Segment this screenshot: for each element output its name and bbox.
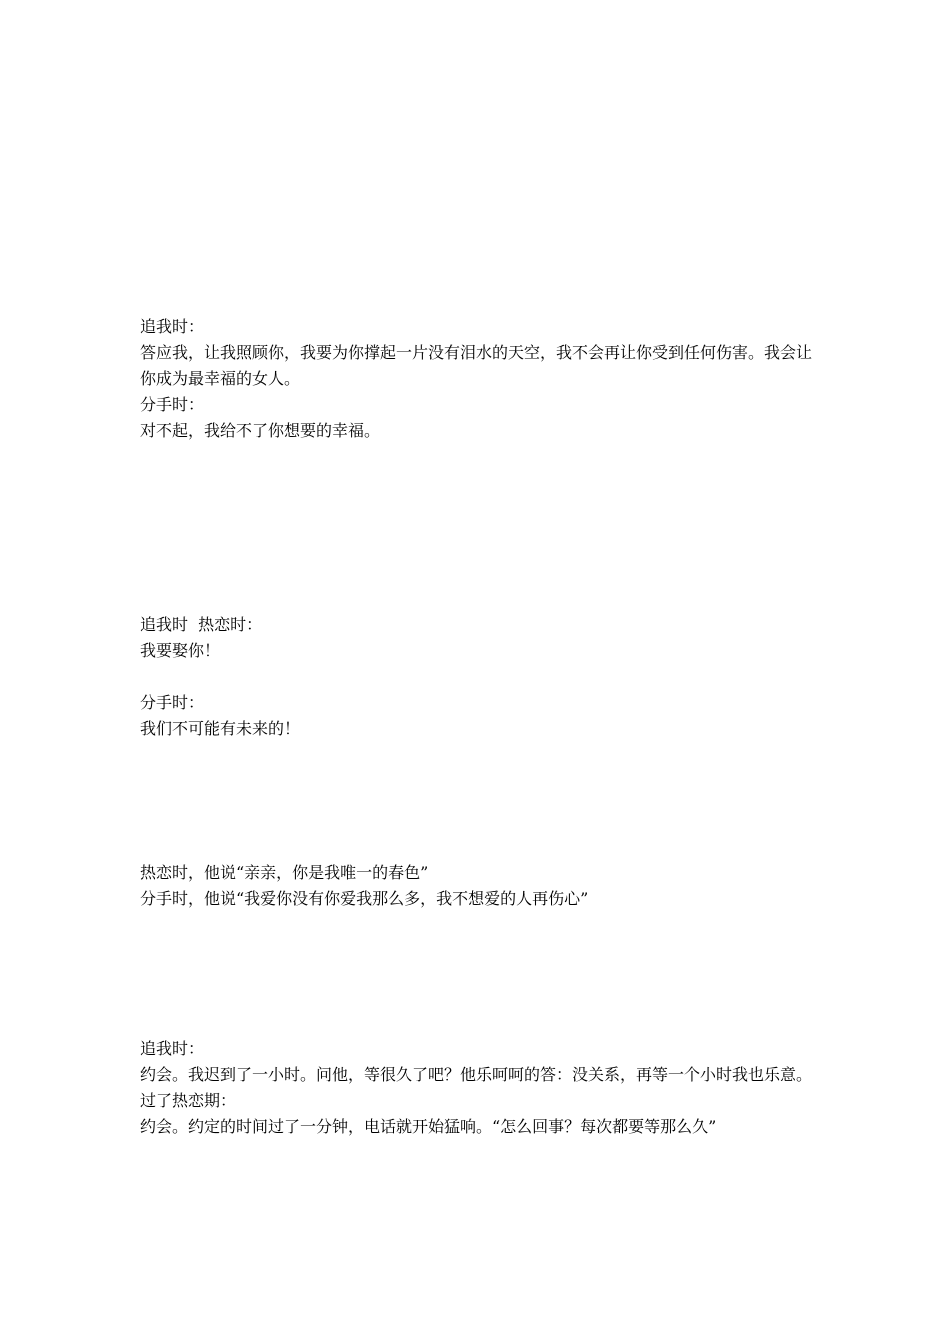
section-heading: 分手时： bbox=[140, 395, 205, 414]
paragraph: 约会。约定的时间过了一分钟，电话就开始猛响。“怎么回事？每次都要等那么久” bbox=[140, 1117, 717, 1136]
section-heading: 追我时 热恋时： bbox=[140, 615, 263, 634]
paragraph: 分手时，他说“我爱你没有你爱我那么多，我不想爱的人再伤心” bbox=[140, 889, 589, 908]
paragraph: 我们不可能有未来的！ bbox=[140, 719, 301, 738]
text-section-1 bbox=[140, 314, 820, 444]
section-heading: 过了热恋期： bbox=[140, 1091, 237, 1110]
paragraph: 对不起，我给不了你想要的幸福。 bbox=[140, 421, 381, 440]
text-section-4 bbox=[140, 1036, 820, 1140]
paragraph: 我要娶你！ bbox=[140, 641, 221, 660]
section-heading: 追我时： bbox=[140, 1039, 205, 1058]
paragraph: 热恋时，他说“亲亲，你是我唯一的春色” bbox=[140, 863, 429, 882]
blank-line bbox=[140, 664, 820, 690]
paragraph: 答应我，让我照顾你，我要为你撑起一片没有泪水的天空，我不会再让你受到任何伤害。我会让你成为最幸福的女人。 bbox=[140, 343, 813, 388]
section-heading: 分手时： bbox=[140, 693, 205, 712]
text-section-3 bbox=[140, 860, 820, 912]
section-heading: 追我时： bbox=[140, 317, 205, 336]
text-section-2 bbox=[140, 612, 820, 742]
paragraph: 约会。我迟到了一小时。问他，等很久了吧？他乐呵呵的答：没关系，再等一个小时我也乐意。 bbox=[140, 1065, 813, 1084]
